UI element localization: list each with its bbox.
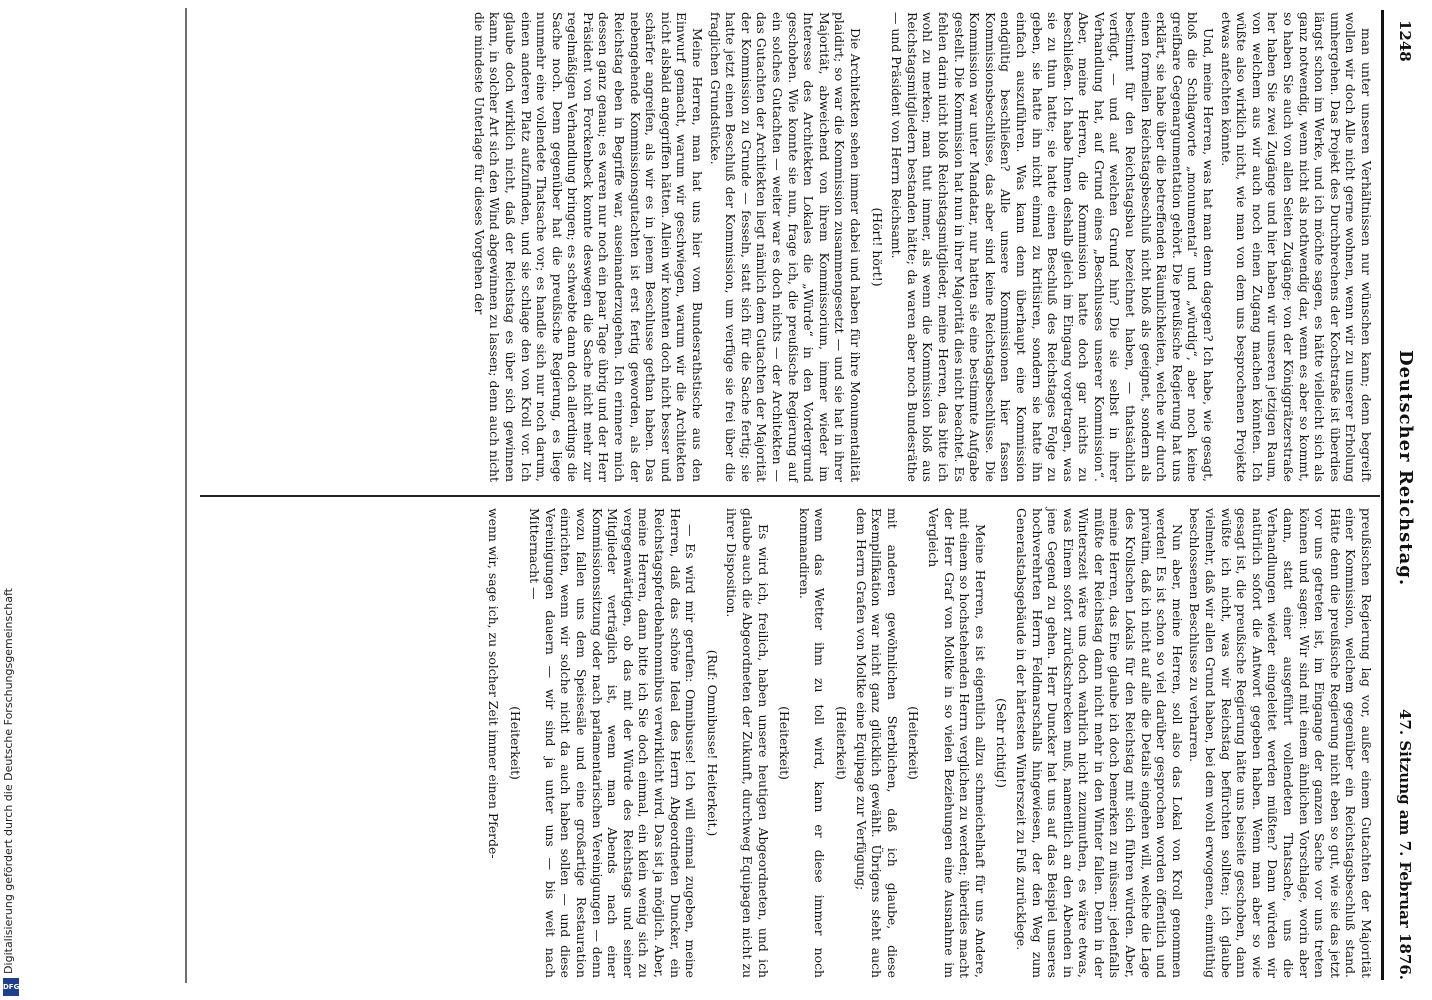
interjection: (Heiterkeit) bbox=[906, 706, 922, 780]
interjection: (Sehr richtig!) bbox=[994, 698, 1010, 788]
paragraph: wenn das Wetter ihm zu toll wird, kann er diese immer noch kommandiren. bbox=[796, 508, 828, 978]
digitization-credit: Digitalisierung gefördert durch die Deutsche Forschungsgemeinschaft bbox=[2, 588, 15, 974]
interjection: (Ruf: Omnibusse! Heiterkeit.) bbox=[704, 649, 720, 837]
page-number: 1248 bbox=[1396, 20, 1414, 62]
rotated-page bbox=[62, 0, 1432, 1000]
paragraph: mit anderen gewöhnlichen Sterblichen, daß ich glaube, diese Exemplifikation war nicht ganz glücklich gewählt. Übrigens steht auch dem Herrn Grafen von Moltke eine Equipage zur Verfügung; bbox=[853, 508, 900, 978]
paragraph: wenn wir, sage ich, zu solcher Zeit immer einen Pferde- bbox=[486, 508, 502, 859]
paragraph: Es wird ich, freilich, haben unsere heutigen Abgeordneten, und ich glaube auch die Abgeordneten der Zukunft, durchweg Equipagen nicht zu ihrer Disposition. bbox=[724, 508, 771, 978]
paragraph: — Es wird mir gerufen: Omnibusse! Ich will einmal zugeben, meine Herren, daß das schöne Ideal des Herrn Abgeordneten Duncker, ein Reichstagspferdebahnomnibus verwirklicht wird. Das ist ja möglich. Aber, meine Herren, dann bitte ich Sie doch einmal, ein klein wenig sich zu vergegenwärtigen, ob das mit der Würde des Reichstags und seiner Mitglieder verträglich ist, wenn man Abends nach einer Kommissionssitzung oder nach parlamentarischen Vereinigungen — denn wozu fallen uns dem Speisesäle und eine großartige Restauration einrichten, wenn wir solche nicht da auch haben sollen — und diese Vereinigungen dauern — wir sind ja unter uns — bis weit nach Mitternacht — bbox=[527, 508, 699, 978]
dfg-logo: DFG bbox=[3, 978, 19, 996]
interjection: (Heiterkeit) bbox=[507, 706, 523, 780]
interjection: (Heiterkeit) bbox=[777, 706, 793, 780]
session-info: 47. Sitzung am 7. Februar 1876. bbox=[1396, 709, 1414, 980]
paragraph: preußischen Regierung lag vor, außer einem Gutachten der Majorität einer Kommission, welchem gegenüber ein Reichstagsbeschluß stand. Hätte denn die preußische Regierung nicht eben so gut, wie sie das jetzt vor uns getreten ist, im Eingange der ganzen Sache vor uns treten können und sagen: Wir sind mit einem ähnlichen Vorschlage, worin aber dann, statt einer ausgeführt vollendeten Thatsache, uns die Verhandlungen wieder eingeleitet werden müßten? Dann würden wir natürlich sofort die Antwort gegeben haben. Wenn man aber so wie gesagt ist, die preußische Regierung hätte uns beiseite geschoben, dann wüßte ich nicht, was wir Reichstag befürchten sollten; ich glaube vielmehr, daß wir allen Grund haben, bei dem wohl erwogenen, einmüthig beschlossenen Beschlusse zu verharren. bbox=[1187, 508, 1374, 978]
header-rule bbox=[1381, 10, 1384, 980]
right-column bbox=[484, 508, 1374, 978]
paragraph: Meine Herren, man hat uns hier vom Bundesrathstische aus den Einwurf gemacht, warum wir geschwiegen, warum wir die Architekten nicht alsbald angegriffen hätten. Allein wir konnten doch nicht besser und schärfer angreifen, als wir es in jenem Beschlusse gethan haben. Das nebengehende Kommissionsgutachten ist erst fertig geworden, als der Reichstag eben in Begriffe war, auseinanderzugehen. Ich erinnere mich dessen ganz genau; es waren nur noch ein paar Tage übrig und der Herr Präsident von Forckenbeck konnte deswegen die Sache nicht mehr zur regelmäßigen Verhandlung bringen; es schwebte dann doch allerdings die Sache noch. Denn gegenüber hat die preußische Regierung, es liege nunmehr eine vollendete Thatsache vor; es handle sich nur noch darum, einen anderen Platz aufzufinden, und sie schlage den von Kroll vor. Ich glaube doch wirklich nicht, daß der Reichstag es über sich gewinnen kann, in solcher Art sich den Wind abgewinnen zu lassen; denn auch nicht die mindeste Unterlage für dieses Vorgehen der bbox=[471, 12, 706, 482]
paragraph: Die Architekten sehen immer dabei und haben für ihre Monumentalität plaidirt; so war die Kommission zusammengesetzt — und sie hat in ihrer Majorität, abweichend von ihrem Kommissorium, immer wieder im Interesse des Architekten Lokales die „Würde“ in den Vordergrund geschoben. Wie konnte sie nun, frage ich, die preußische Regierung auf ein solches Gutachten — weiter war es doch nichts — der Architekten — das Gutachten der Architekten liegt nämlich dem Gutachten der Majorität der Kommission zu Grunde — fesseln, statt sich für die Sache fertig; sie hatte jetzt einen Beschluß der Kommission, um verfüge sie frei über die fraglichen Grundstücke. bbox=[707, 12, 863, 482]
interjection: (Heiterkeit) bbox=[834, 706, 849, 780]
page-header bbox=[1384, 20, 1424, 980]
interjection: (Hört! hört!) bbox=[869, 207, 885, 287]
column-divider bbox=[200, 495, 1380, 497]
paragraph: man unter unseren Verhältnissen nur wünschen kann; denn begreift wollen wir doch Alle nicht gerne wohnen, wenn wir zu unserer Erholung umhergehen. Das Projekt des Durchbrechens der Kochstraße ist überdies längst schon im Werke, und ich möchte sagen, es hätte vielleicht sich als ganz notwendig, wenn nicht als nothwendig dar, wenn es aber so kommt, so haben Sie auch von allen Seiten Zugänge; von der Königgrätzerstraße her haben Sie zwei Zugänge und hier haben wir unseren jetzigen Raum, von welchem aus wir auch noch einen Zugang machen könnten. Ich wüßte also wirklich nicht, wie man von dem uns besprochenen Projekte etwas anfechten könnte. bbox=[1218, 12, 1374, 482]
paragraph: Und, meine Herren, was hat man denn dagegen? Ich habe, wie gesagt, bloß die Schlagworte „monumental“ und „würdig“, aber noch keine greifbare Gegenargumentation gehört. Die preußische Regierung hat uns erklärt, sie habe über die betreffenden Räumlichkeiten, welche wir durch einen formellen Reichstagsbeschluß nicht bloß als geeignet, sondern als bestimmt für den Reichstagsbau bezeichnet haben, — thatsächlich verfügt, — und auf welchen Grund hin? Die sie selbst in ihrer Verhandlung hat, auf Grund eines „Beschlusses unserer Kommission“. Aber, meine Herren, die Kommission hatte doch gar nichts zu beschließen. Ich habe Ihnen deshalb gleich im Eingang vorgetragen, was sie zu thun hatte; sie hatte einen Beschluß des Reichstages Folge zu geben, sie hatte ihn nicht einmal zu kritisiren, sondern sie hatte ihn einfach auszuführen. Was kann denn überhaupt eine Kommission endgültig beschließen? Alle unsere Kommissionen hier fassen Kommissionsbeschlüsse, das aber sind keine Reichstagsbeschlüsse. Die Kommission war unter Mandatar, nur hatten sie eine bestimmte Aufgabe gestellt. Die Kommission hat nun in ihrer Majorität dies nicht beachtet. Es fehlen darin nicht bloß Reichstagsmitglieder, meine Herren, das bitte ich wohl zu merken; man thut immer, als wenn die Kommission bloß aus Reichstagsmitgliedern bestanden hätte; da waren aber noch Bundesräthe — und Präsident von Herrn Reichsamt. bbox=[889, 12, 1217, 482]
paragraph: Meine Herren, es ist eigentlich allzu schmeichelhaft für uns Andere, mit einem so hochstehenden Herrn verglichen zu werden; überdies macht der Herr Graf von Moltke in so vielen Beziehungen eine Ausnahme im Vergleich bbox=[925, 508, 988, 978]
paragraph: Nun aber, meine Herren, soll also das Lokal von Kroll genommen werden! Es ist schon so viel darüber gesprochen worden öffentlich und privatim, daß ich nicht auf alle die Details eingehen will, welche die Lage des Krollschen Lokals für den Reichstag mit sich führen würden. Aber, meine Herren, das Eine glaube ich doch bemerken zu müssen: jedenfalls müßte der Reichstag dann nicht mehr in den Winter fallen. Denn in der Winterszeit wäre uns doch wahrlich nicht zuzumuthen, es wäre etwas, was Einem sofort zurückschrecken muß, namentlich an den Abenden in jene Gegend zu gehen. Herr Duncker hat uns auf das Beispiel unseres hochverehrten Herrn Feldmarschalls hingewiesen, der den Weg zum Generalstabsgebäude in der härtesten Winterszeit zu Fuß zurücklege. bbox=[1013, 508, 1185, 978]
page-edge bbox=[185, 8, 187, 983]
publication-title: Deutscher Reichstag. bbox=[1395, 350, 1416, 587]
left-column bbox=[469, 12, 1374, 482]
digitization-sidebar bbox=[0, 0, 22, 1000]
